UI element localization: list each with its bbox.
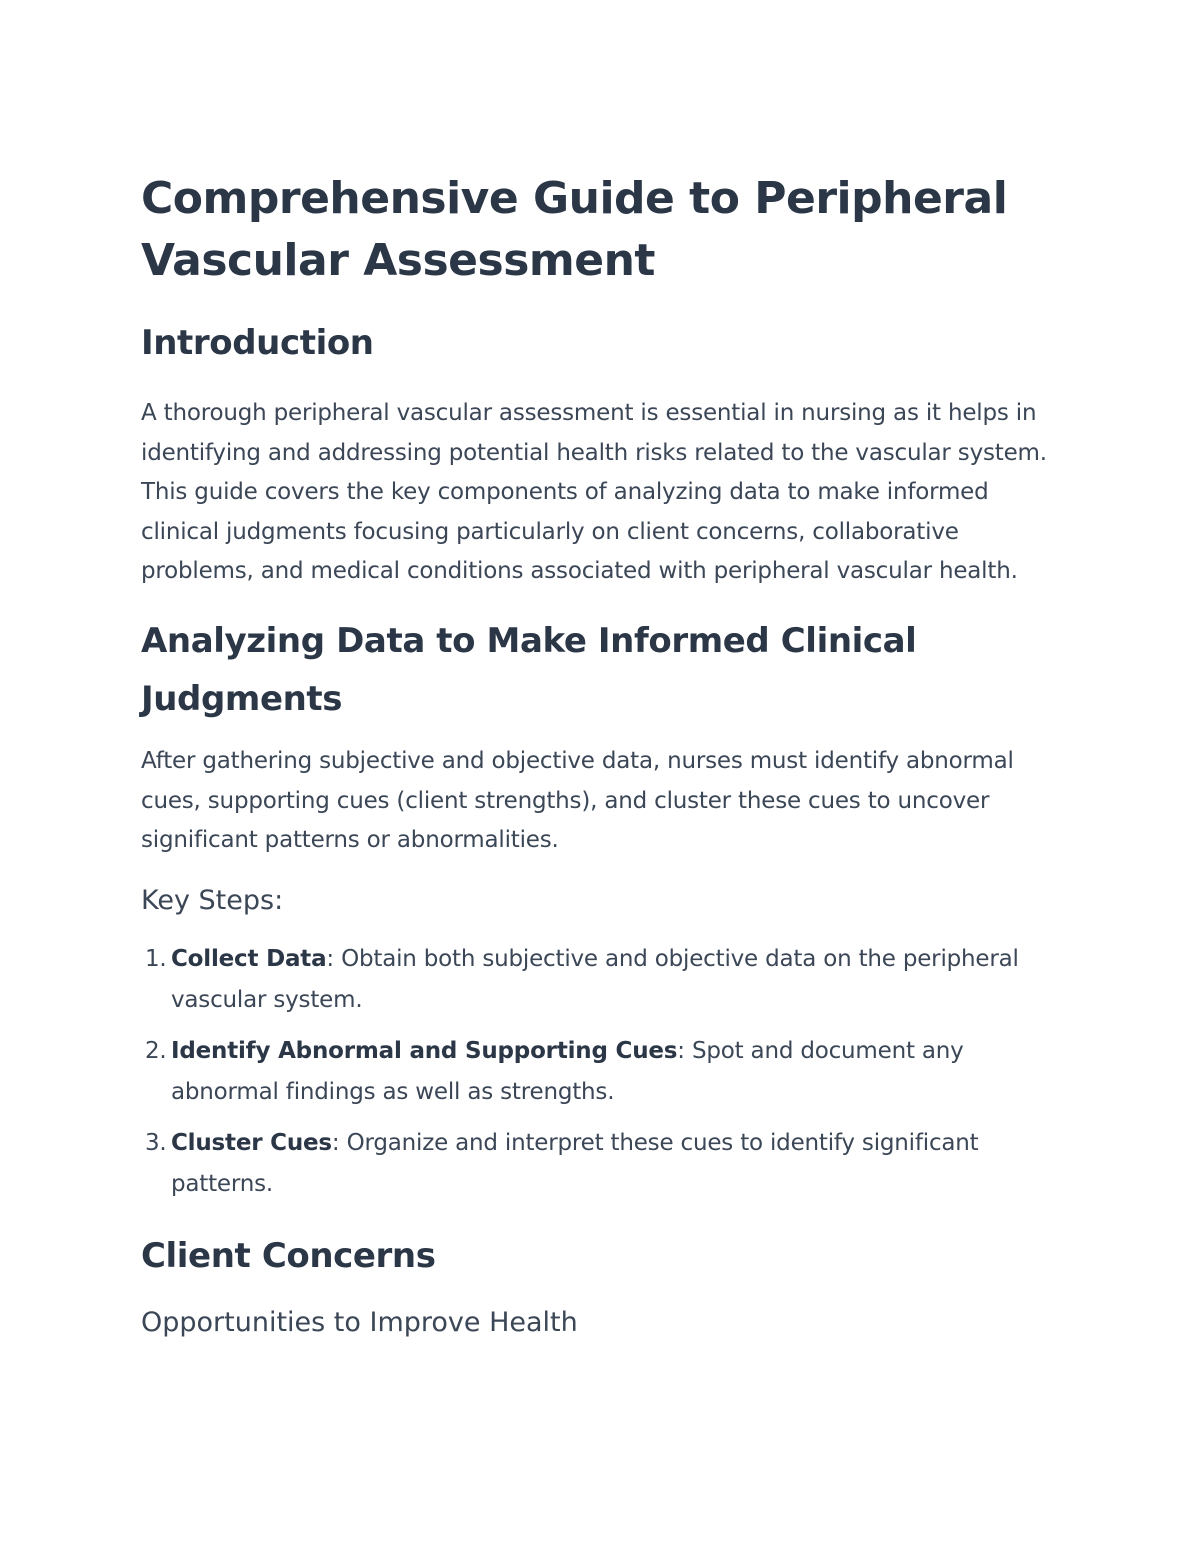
- list-item-text: : Organize and interpret these cues to identify significant patterns.: [171, 1129, 979, 1197]
- list-item-number: 1.: [145, 945, 167, 972]
- list-item: [141, 1123, 1061, 1205]
- key-steps-heading: Key Steps:: [141, 884, 284, 916]
- list-item-text: : Obtain both subjective and objective data on the peripheral vascular system.: [171, 945, 1019, 1013]
- introduction-heading: Introduction: [141, 323, 374, 363]
- list-item: [141, 1031, 1061, 1113]
- analyzing-data-paragraph: After gathering subjective and objective data, nurses must identify abnormal cues, supporting cues (client strengths), and cluster these cues to uncover significant patterns or abnormalities.: [141, 747, 1014, 854]
- client-concerns-heading: Client Concerns: [141, 1235, 436, 1276]
- list-item-text: : Spot and document any abnormal findings as well as strengths.: [171, 1037, 964, 1105]
- list-item-term: Identify Abnormal and Supporting Cues: [171, 1037, 678, 1064]
- list-item-term: Cluster Cues: [171, 1129, 332, 1156]
- opportunities-subheading: Opportunities to Improve Health: [141, 1306, 578, 1338]
- analyzing-data-heading: Analyzing Data to Make Informed Clinical Judgments: [141, 620, 917, 719]
- key-steps-list: [141, 939, 1061, 1205]
- list-item: [141, 939, 1061, 1021]
- list-item-term: Collect Data: [171, 945, 327, 972]
- introduction-paragraph: A thorough peripheral vascular assessment is essential in nursing as it helps in identifying and addressing potential health risks related to the vascular system. This guide covers the key components of analyzing data to make informed clinical judgments focusing particularly on client concerns, collaborative problems, and medical conditions associated with peripheral vascular health.: [141, 400, 1047, 585]
- list-item-number: 3.: [145, 1129, 167, 1156]
- document-title: Comprehensive Guide to Peripheral Vascular Assessment: [141, 173, 1008, 286]
- list-item-number: 2.: [145, 1037, 167, 1064]
- document-page: [141, 168, 1061, 1343]
